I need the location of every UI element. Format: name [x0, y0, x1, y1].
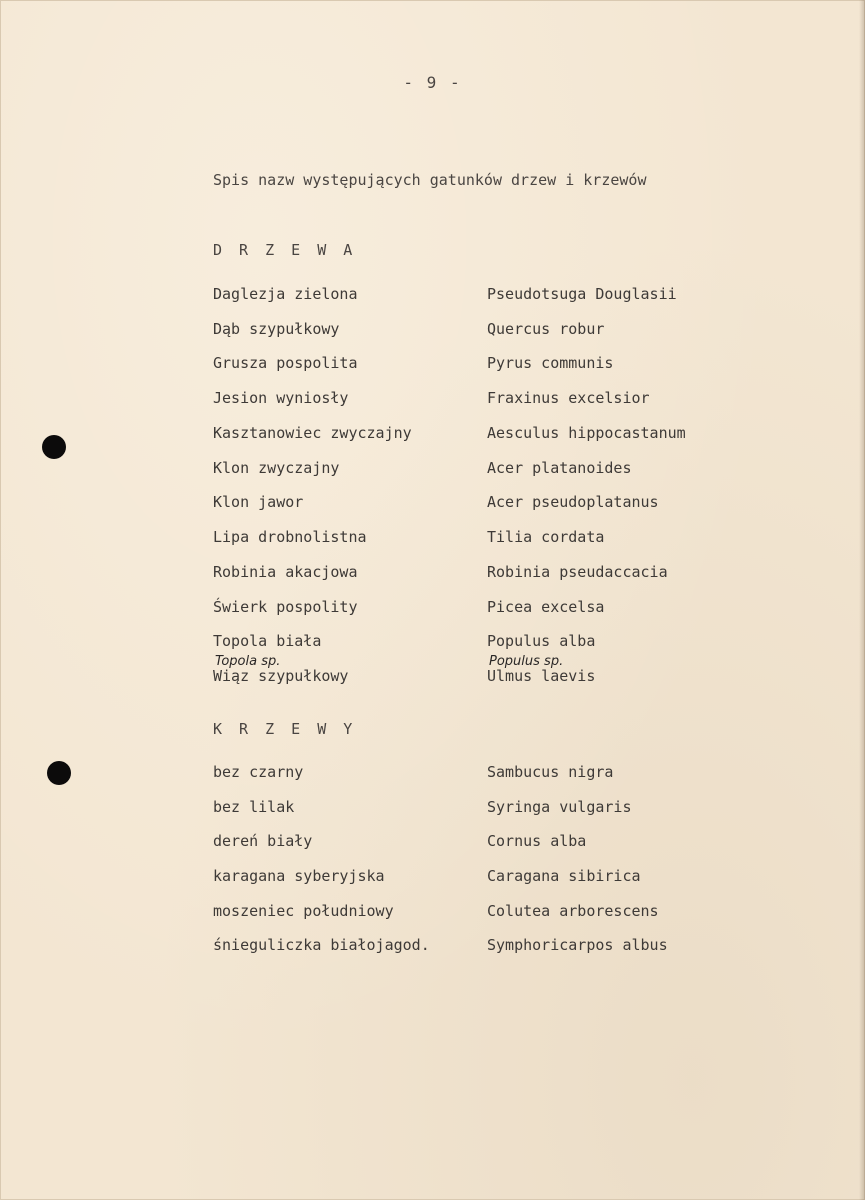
punch-hole-lower	[47, 761, 71, 785]
tree-row	[213, 354, 773, 374]
tree-latin-name: Fraxinus excelsior	[487, 389, 650, 407]
tree-polish-name: Wiąz szypułkowy	[213, 667, 349, 685]
shrub-latin-name: Colutea arborescens	[487, 902, 659, 920]
tree-row	[213, 285, 773, 305]
tree-polish-name: Jesion wyniosły	[213, 389, 349, 407]
tree-row	[213, 320, 773, 340]
tree-latin-name: Acer platanoides	[487, 459, 632, 477]
shrub-row	[213, 867, 773, 887]
tree-row	[213, 528, 773, 548]
tree-latin-name: Robinia pseudaccacia	[487, 563, 668, 581]
shrub-polish-name: bez lilak	[213, 798, 295, 816]
tree-latin-name: Pseudotsuga Douglasii	[487, 285, 677, 303]
shrub-polish-name: karagana syberyjska	[213, 867, 385, 885]
shrub-polish-name: dereń biały	[213, 832, 313, 850]
shrub-polish-name: śnieguliczka białojagod.	[213, 936, 430, 954]
tree-row	[213, 389, 773, 409]
tree-row	[213, 667, 773, 687]
tree-row	[213, 598, 773, 618]
tree-row	[213, 493, 773, 513]
tree-latin-name: Tilia cordata	[487, 528, 605, 546]
tree-latin-name: Acer pseudoplatanus	[487, 493, 659, 511]
handwritten-latin-note: Populus sp.	[489, 654, 564, 669]
tree-row	[213, 424, 773, 444]
page-edge-shadow	[859, 0, 865, 1200]
punch-hole-upper	[42, 435, 66, 459]
tree-row	[213, 563, 773, 583]
tree-latin-name: Picea excelsa	[487, 598, 605, 616]
shrub-polish-name: moszeniec południowy	[213, 902, 394, 920]
tree-polish-name: Robinia akacjowa	[213, 563, 358, 581]
tree-polish-name: Grusza pospolita	[213, 354, 358, 372]
tree-row	[213, 632, 773, 652]
shrub-row	[213, 832, 773, 852]
tree-latin-name: Pyrus communis	[487, 354, 614, 372]
shrub-polish-name: bez czarny	[213, 763, 304, 781]
tree-latin-name: Ulmus laevis	[487, 667, 596, 685]
tree-latin-name: Quercus robur	[487, 320, 605, 338]
shrub-latin-name: Syringa vulgaris	[487, 798, 632, 816]
document-heading: Spis nazw występujących gatunków drzew i krzewów	[213, 171, 647, 189]
shrub-latin-name: Sambucus nigra	[487, 763, 614, 781]
section-label-trees: D R Z E W A	[213, 241, 357, 259]
shrub-latin-name: Caragana sibirica	[487, 867, 641, 885]
tree-latin-name: Aesculus hippocastanum	[487, 424, 686, 442]
handwritten-polish-note: Topola sp.	[215, 654, 281, 669]
tree-row	[213, 459, 773, 479]
tree-polish-name: Klon zwyczajny	[213, 459, 340, 477]
tree-polish-name: Klon jawor	[213, 493, 304, 511]
shrub-row	[213, 763, 773, 783]
shrub-latin-name: Cornus alba	[487, 832, 587, 850]
shrub-latin-name: Symphoricarpos albus	[487, 936, 668, 954]
shrub-row	[213, 902, 773, 922]
tree-polish-name: Topola biała	[213, 632, 322, 650]
shrub-row	[213, 798, 773, 818]
tree-polish-name: Daglezja zielona	[213, 285, 358, 303]
page-number: - 9 -	[403, 73, 462, 92]
tree-latin-name: Populus alba	[487, 632, 596, 650]
tree-polish-name: Dąb szypułkowy	[213, 320, 340, 338]
section-label-shrubs: K R Z E W Y	[213, 720, 357, 738]
shrub-row	[213, 936, 773, 956]
tree-polish-name: Lipa drobnolistna	[213, 528, 367, 546]
tree-polish-name: Kasztanowiec zwyczajny	[213, 424, 412, 442]
tree-polish-name: Świerk pospolity	[213, 598, 358, 616]
